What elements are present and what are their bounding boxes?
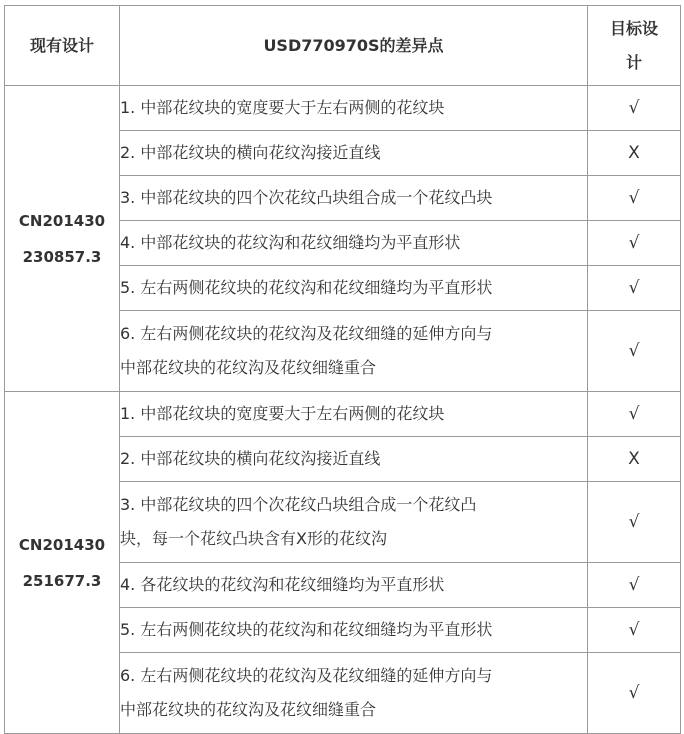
table-row [5, 392, 681, 437]
difference-text: 中部花纹块的花纹沟及花纹细缝重合 [120, 700, 377, 719]
match-mark: √ [588, 176, 681, 221]
difference-text: 块，每一个花纹凸块含有X形的花纹沟 [120, 529, 387, 548]
difference-cell [120, 563, 588, 608]
difference-cell [120, 392, 588, 437]
difference-cell [120, 608, 588, 653]
match-mark: √ [588, 482, 681, 563]
difference-text: 2. 中部花纹块的横向花纹沟接近直线 [120, 143, 381, 162]
difference-text: 3. 中部花纹块的四个次花纹凸块组合成一个花纹凸 [120, 495, 477, 514]
header-row [5, 6, 681, 86]
difference-cell [120, 221, 588, 266]
table-body [5, 86, 681, 734]
difference-text: 5. 左右两侧花纹块的花纹沟和花纹细缝均为平直形状 [120, 620, 493, 639]
header-design: 现有设计 [5, 6, 120, 86]
design-number-cell [5, 86, 120, 392]
match-mark: X [588, 131, 681, 176]
match-mark: √ [588, 653, 681, 734]
difference-cell [120, 482, 588, 563]
match-mark: √ [588, 86, 681, 131]
header-differences: USD770970S的差异点 [120, 6, 588, 86]
difference-text: 1. 中部花纹块的宽度要大于左右两侧的花纹块 [120, 98, 445, 117]
difference-text: 中部花纹块的花纹沟及花纹细缝重合 [120, 358, 377, 377]
header-target-design: 目标设 计 [588, 6, 681, 86]
comparison-table [4, 5, 681, 734]
match-mark: √ [588, 221, 681, 266]
difference-cell [120, 176, 588, 221]
difference-cell [120, 653, 588, 734]
design-number-text: 251677.3 [22, 571, 102, 590]
match-mark: √ [588, 311, 681, 392]
difference-text: 6. 左右两侧花纹块的花纹沟及花纹细缝的延伸方向与 [120, 666, 493, 685]
match-mark: √ [588, 563, 681, 608]
match-mark: √ [588, 608, 681, 653]
difference-cell [120, 437, 588, 482]
difference-text: 4. 各花纹块的花纹沟和花纹细缝均为平直形状 [120, 575, 445, 594]
design-number-text: CN201430 [18, 535, 106, 554]
design-number-text: 230857.3 [22, 247, 102, 266]
difference-cell [120, 86, 588, 131]
difference-text: 5. 左右两侧花纹块的花纹沟和花纹细缝均为平直形状 [120, 278, 493, 297]
difference-cell [120, 131, 588, 176]
difference-text: 1. 中部花纹块的宽度要大于左右两侧的花纹块 [120, 404, 445, 423]
design-number-cell [5, 392, 120, 734]
difference-cell [120, 266, 588, 311]
difference-text: 3. 中部花纹块的四个次花纹凸块组合成一个花纹凸块 [120, 188, 493, 207]
design-number-text: CN201430 [18, 211, 106, 230]
difference-text: 4. 中部花纹块的花纹沟和花纹细缝均为平直形状 [120, 233, 461, 252]
difference-text: 2. 中部花纹块的横向花纹沟接近直线 [120, 449, 381, 468]
difference-text: 6. 左右两侧花纹块的花纹沟及花纹细缝的延伸方向与 [120, 324, 493, 343]
table-row [5, 86, 681, 131]
match-mark: √ [588, 392, 681, 437]
match-mark: X [588, 437, 681, 482]
difference-cell [120, 311, 588, 392]
match-mark: √ [588, 266, 681, 311]
